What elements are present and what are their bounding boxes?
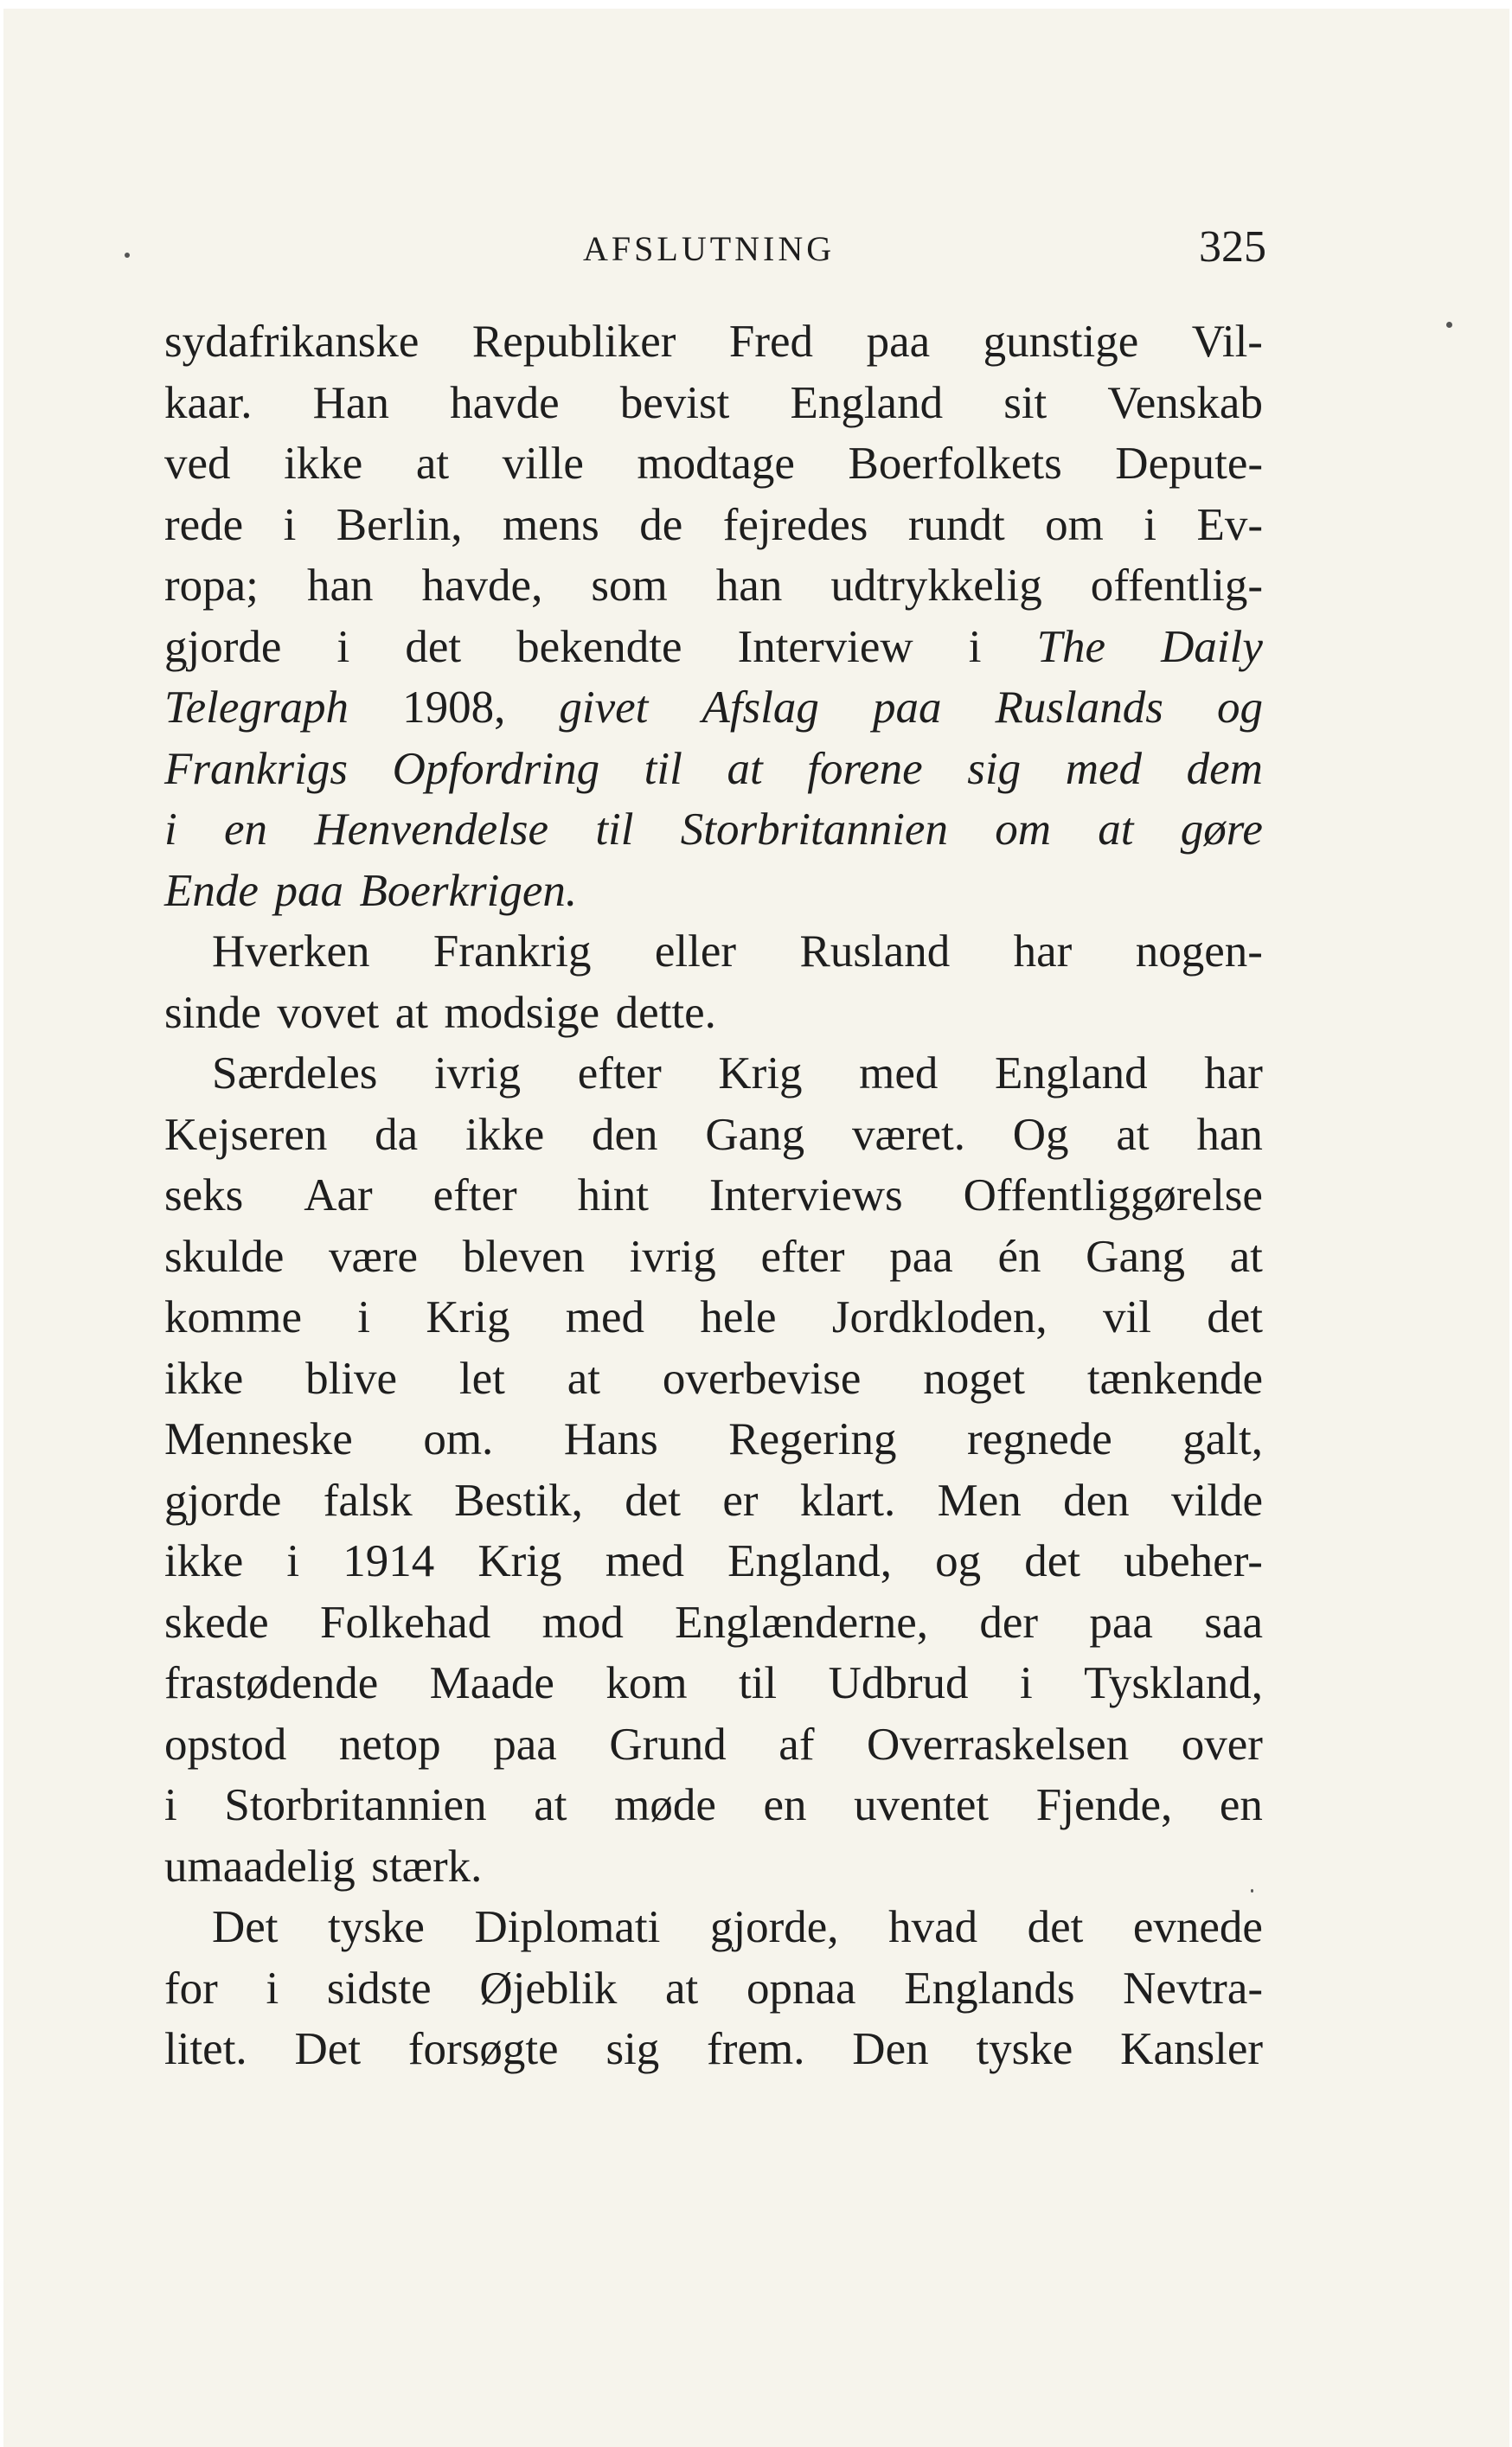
text-line — [164, 983, 1263, 1044]
word: Men — [937, 1475, 1022, 1526]
word: har — [1013, 926, 1073, 977]
word: det — [1027, 1902, 1084, 1952]
word: Hverken — [212, 926, 370, 977]
word: af — [778, 1719, 815, 1770]
text-line — [164, 555, 1263, 617]
text-line — [164, 921, 1263, 983]
word: ropa; — [164, 561, 259, 611]
word: i — [968, 621, 982, 672]
word: vovet — [277, 987, 380, 1038]
word: en — [1219, 1780, 1263, 1830]
word: Fjende, — [1035, 1780, 1173, 1830]
text-line — [164, 1958, 1263, 2020]
text-line — [164, 433, 1263, 495]
page-number: 325 — [1199, 222, 1266, 272]
word: saa — [1204, 1597, 1263, 1648]
print-speck — [125, 253, 130, 258]
word: seks — [164, 1170, 244, 1220]
word: med — [859, 1048, 939, 1099]
word: Ruslands — [995, 682, 1163, 733]
running-head — [168, 221, 1266, 282]
word: gunstige — [983, 317, 1139, 367]
word: sit — [1003, 377, 1048, 428]
word: Republiker — [471, 317, 676, 367]
word: Rusland — [799, 926, 951, 977]
word: Og — [1012, 1109, 1069, 1160]
word: rundt — [907, 499, 1005, 550]
word: Interviews — [708, 1170, 903, 1220]
word: over — [1181, 1719, 1263, 1770]
word: Boerkrigen. — [359, 865, 578, 916]
word: om — [995, 804, 1051, 855]
text-line — [164, 373, 1263, 434]
word: blive — [305, 1353, 398, 1404]
word: de — [639, 499, 683, 550]
word: eller — [654, 926, 737, 977]
word: Ende — [164, 865, 259, 916]
word: i — [336, 621, 350, 672]
word: mens — [502, 499, 599, 550]
word: Udbrud — [828, 1658, 969, 1708]
word: Afslag — [702, 682, 819, 733]
text-line — [164, 1775, 1263, 1836]
print-speck — [1251, 1889, 1253, 1893]
word: da — [375, 1109, 419, 1160]
word: Berlin, — [336, 499, 463, 550]
word: hvad — [888, 1902, 978, 1952]
word: at — [534, 1780, 567, 1830]
text-line — [164, 1287, 1263, 1348]
word: Krig — [718, 1048, 803, 1099]
word: at — [415, 439, 450, 489]
word: England — [790, 377, 944, 428]
word: i — [1144, 499, 1157, 550]
word: bleven — [462, 1231, 586, 1282]
text-line — [164, 1836, 1263, 1898]
word: som — [591, 561, 668, 611]
word: paa — [1089, 1597, 1153, 1648]
word: paa — [889, 1231, 953, 1282]
word: gjorde, — [709, 1902, 839, 1952]
word: at — [394, 987, 428, 1038]
word: Menneske — [164, 1414, 353, 1464]
text-line — [164, 1714, 1263, 1776]
word: han — [1196, 1109, 1263, 1160]
word: givet — [559, 682, 649, 733]
word: det — [405, 621, 462, 672]
word: Diplomati — [474, 1902, 661, 1952]
word: The — [1036, 621, 1106, 672]
word: med — [605, 1536, 684, 1586]
word: Boerfolkets — [848, 439, 1062, 489]
word: været. — [851, 1109, 965, 1160]
word: paa — [274, 865, 343, 916]
word: og — [935, 1536, 982, 1586]
word: frem. — [707, 2024, 805, 2074]
word: i — [164, 804, 177, 855]
body-text — [164, 311, 1263, 2080]
word: dem — [1186, 743, 1263, 794]
word: at — [1098, 804, 1134, 855]
word: er — [722, 1475, 759, 1526]
word: udtrykkelig — [830, 561, 1042, 611]
word: at — [567, 1353, 600, 1404]
word: at — [665, 1963, 699, 2014]
word: England — [995, 1048, 1148, 1099]
word: hint — [577, 1170, 650, 1220]
word: Han — [312, 377, 389, 428]
word: litet. — [164, 2024, 247, 2074]
word: kom — [605, 1658, 688, 1708]
word: gøre — [1180, 804, 1263, 855]
word: vil — [1102, 1292, 1151, 1342]
word: falsk — [323, 1475, 413, 1526]
word: bevist — [619, 377, 730, 428]
word: Kejseren — [164, 1109, 328, 1160]
word: efter — [760, 1231, 845, 1282]
word: sidste — [326, 1963, 432, 2014]
word: Folkehad — [320, 1597, 491, 1648]
text-line — [164, 2019, 1263, 2080]
word: paa — [872, 682, 942, 733]
word: noget — [923, 1353, 1026, 1404]
word: Depute- — [1115, 439, 1263, 489]
word: modsige — [444, 987, 600, 1038]
word: gjorde — [164, 621, 282, 672]
word: sig — [967, 743, 1022, 794]
word: har — [1204, 1048, 1263, 1099]
word: til — [644, 743, 682, 794]
word: den — [592, 1109, 658, 1160]
word: ikke — [164, 1536, 244, 1586]
word: mod — [541, 1597, 624, 1648]
word: uventet — [854, 1780, 990, 1830]
word: Overraskelsen — [867, 1719, 1130, 1770]
word: Maade — [429, 1658, 554, 1708]
word: efter — [577, 1048, 662, 1099]
word: Opfordring — [392, 743, 600, 794]
word: sydafrikanske — [164, 317, 420, 367]
word: i — [286, 1536, 300, 1586]
word: Englands — [904, 1963, 1075, 2014]
word: han — [306, 561, 374, 611]
word: opstod — [164, 1719, 287, 1770]
word: ikke — [284, 439, 363, 489]
word: forsøgte — [407, 2024, 559, 2074]
word: Hans — [563, 1414, 658, 1464]
text-line — [164, 311, 1263, 373]
word: paa — [493, 1719, 557, 1770]
word: let — [458, 1353, 505, 1404]
word: ubeher- — [1124, 1536, 1263, 1586]
word: bekendte — [516, 621, 682, 672]
word: fejredes — [722, 499, 868, 550]
word: Særdeles — [212, 1048, 378, 1099]
word: Regering — [728, 1414, 897, 1464]
word: i — [357, 1292, 371, 1342]
word: han — [715, 561, 783, 611]
word: ivrig — [433, 1048, 522, 1099]
word: England, — [727, 1536, 892, 1586]
word: ved — [164, 439, 231, 489]
word: tyske — [328, 1902, 425, 1952]
text-line — [164, 1592, 1263, 1654]
word: offentlig- — [1090, 561, 1263, 611]
word: Nevtra- — [1123, 1963, 1263, 2014]
word: efter — [432, 1170, 517, 1220]
word: rede — [164, 499, 244, 550]
word: én — [997, 1231, 1041, 1282]
word: Frankrig — [432, 926, 592, 977]
word: det — [625, 1475, 681, 1526]
text-line — [164, 1043, 1263, 1105]
word: Krig — [426, 1292, 510, 1342]
word: Gang — [705, 1109, 805, 1160]
word: tyske — [976, 2024, 1073, 2074]
word: Englænderne, — [675, 1597, 929, 1648]
word: den — [1063, 1475, 1130, 1526]
text-line — [164, 1409, 1263, 1470]
word: i — [164, 1780, 177, 1830]
word: tænkende — [1086, 1353, 1263, 1404]
word: frastødende — [164, 1658, 379, 1708]
text-line — [164, 1531, 1263, 1592]
word: Interview — [737, 621, 913, 672]
word: galt, — [1182, 1414, 1263, 1464]
word: Aar — [304, 1170, 373, 1220]
word: havde — [450, 377, 560, 428]
text-line — [164, 1653, 1263, 1714]
word: med — [565, 1292, 645, 1342]
word: havde, — [421, 561, 543, 611]
word: Jordkloden, — [831, 1292, 1048, 1342]
word: Venskab — [1107, 377, 1263, 428]
word: Telegraph — [164, 682, 349, 733]
text-line — [164, 1897, 1263, 1958]
word: i — [283, 499, 297, 550]
word: Offentliggørelse — [963, 1170, 1263, 1220]
word: Fred — [728, 317, 814, 367]
word: komme — [164, 1292, 302, 1342]
running-title: AFSLUTNING — [583, 229, 836, 268]
word: Storbritannien — [680, 804, 948, 855]
word: forene — [807, 743, 923, 794]
word: at — [1229, 1231, 1263, 1282]
text-line — [164, 617, 1263, 678]
word: Storbritannien — [224, 1780, 487, 1830]
word: være — [329, 1231, 419, 1282]
word: Daily — [1161, 621, 1263, 672]
word: Den — [852, 2024, 929, 2074]
text-line — [164, 495, 1263, 556]
word: sinde — [164, 987, 261, 1038]
word: at — [727, 743, 763, 794]
word: i — [1019, 1658, 1033, 1708]
word: med — [1065, 743, 1143, 794]
word: evnede — [1132, 1902, 1263, 1952]
text-line — [164, 1165, 1263, 1227]
word: Gang — [1086, 1231, 1185, 1282]
word: regnede — [967, 1414, 1112, 1464]
word: vilde — [1171, 1475, 1263, 1526]
word: paa — [866, 317, 931, 367]
word: Vil- — [1191, 317, 1263, 367]
word: Krig — [477, 1536, 562, 1586]
word: skede — [164, 1597, 269, 1648]
print-speck — [1446, 322, 1452, 328]
word: Det — [294, 2024, 362, 2074]
word: netop — [338, 1719, 441, 1770]
word: ikke — [164, 1353, 244, 1404]
word: Øjeblik — [479, 1963, 618, 2014]
word: overbevise — [662, 1353, 862, 1404]
word: sig — [605, 2024, 660, 2074]
word: 1914 — [343, 1536, 435, 1586]
word: 1908, — [402, 682, 506, 733]
word: nogen- — [1135, 926, 1263, 977]
word: Frankrigs — [164, 743, 348, 794]
word: til — [595, 804, 634, 855]
word: Grund — [609, 1719, 727, 1770]
word: om. — [423, 1414, 494, 1464]
text-line — [164, 1348, 1263, 1410]
word: at — [1116, 1109, 1150, 1160]
word: gjorde — [164, 1475, 282, 1526]
word: klart. — [799, 1475, 896, 1526]
word: opnaa — [746, 1963, 856, 2014]
word: ikke — [464, 1109, 545, 1160]
word: dette. — [615, 987, 716, 1038]
text-line — [164, 739, 1263, 800]
word: møde — [614, 1780, 716, 1830]
word: hele — [700, 1292, 777, 1342]
word: Ev- — [1196, 499, 1263, 550]
text-line — [164, 1470, 1263, 1532]
word: skulde — [164, 1231, 285, 1282]
word: i — [266, 1963, 279, 2014]
word: modtage — [637, 439, 795, 489]
word: kaar. — [164, 377, 253, 428]
word: og — [1216, 682, 1263, 733]
word: stærk. — [371, 1841, 483, 1892]
text-line — [164, 799, 1263, 861]
word: en — [224, 804, 268, 855]
word: det — [1207, 1292, 1263, 1342]
word: til — [738, 1658, 778, 1708]
word: for — [164, 1963, 218, 2014]
word: ville — [502, 439, 584, 489]
word: umaadelig — [164, 1841, 356, 1892]
word: om — [1045, 499, 1104, 550]
word: Det — [212, 1902, 279, 1952]
word: Kansler — [1120, 2024, 1263, 2074]
word: Bestik, — [454, 1475, 583, 1526]
word: en — [763, 1780, 807, 1830]
text-line — [164, 677, 1263, 739]
word: det — [1024, 1536, 1080, 1586]
word: ivrig — [629, 1231, 716, 1282]
text-line — [164, 1227, 1263, 1288]
word: Henvendelse — [314, 804, 549, 855]
word: Tyskland, — [1084, 1658, 1263, 1708]
text-line — [164, 861, 1263, 922]
word: der — [979, 1597, 1039, 1648]
text-line — [164, 1105, 1263, 1166]
